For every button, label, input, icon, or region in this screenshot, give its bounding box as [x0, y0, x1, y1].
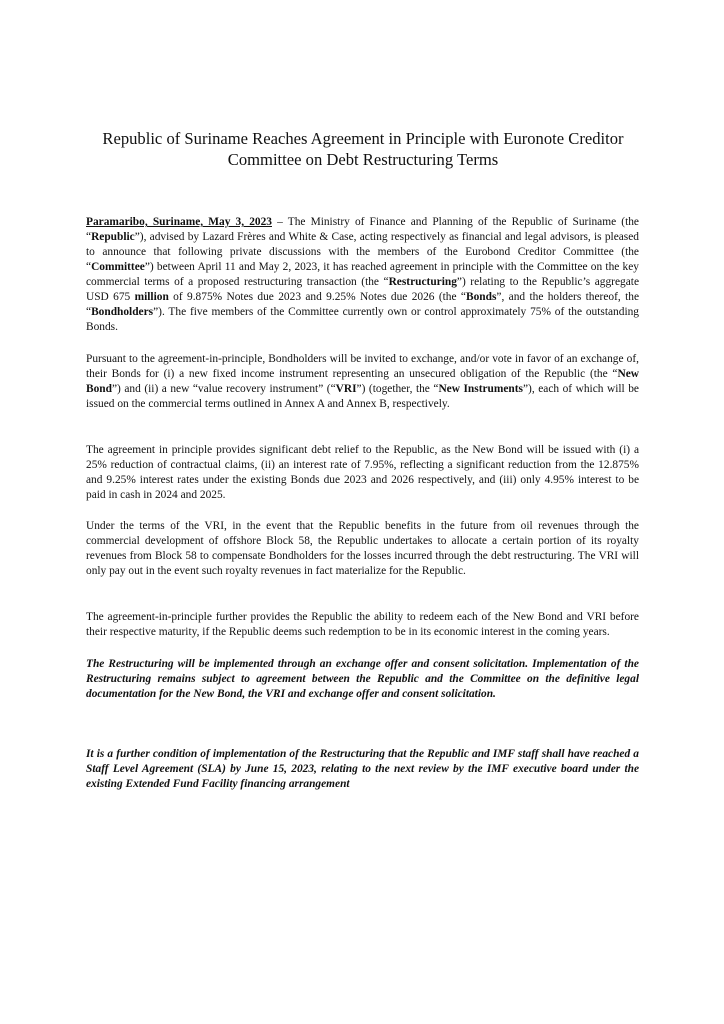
paragraph-imf-condition: It is a further condition of implementation of the Restructuring that the Republic and IMF staff shall have reached a Staff Level Agreement (SLA) by June 15, 2023, relating to the next review by the IMF executive board under the existing Extended Fund Facility financing arrangement — [86, 748, 639, 791]
defined-term-republic: Republic — [91, 231, 135, 244]
document-title: Republic of Suriname Reaches Agreement in Principle with Euronote Creditor Committee on Debt Restructuring Terms — [102, 129, 624, 169]
text-run: ”), advised by Lazard Frères and White & Case, acting respectively as financial and legal advisors, is pleased to announce that following private discussions with the members of the Eurobond Creditor Committee (the “ — [86, 231, 639, 274]
text-run: – The Ministry of Finance and Planning of the Republic of Suriname (the “ — [86, 216, 639, 244]
paragraph-exchange — [86, 352, 639, 412]
text-run: ”), each of which will be issued on the commercial terms outlined in Annex A and Annex B, respectively. — [86, 383, 639, 411]
defined-term-vri: VRI — [335, 383, 357, 396]
paragraph-debt-relief: The agreement in principle provides significant debt relief to the Republic, as the New Bond will be issued with (i) a 25% reduction of contractual claims, (ii) an interest rate of 7.95%, reflecting a significant reduction from the 12.875% and 9.25% interest rates under the existing Bonds due 2023 and 2026 respectively, and (iii) only 4.95% interest to be paid in cash in 2024 and 2025. — [86, 444, 639, 502]
dateline: Paramaribo, Suriname, May 3, 2023 — [86, 216, 272, 228]
text-run: ”) relating to the Republic’s aggregate USD 675 — [86, 276, 639, 304]
bold-amount: million — [134, 291, 169, 304]
text-run: ”) and (ii) a new “value recovery instrument” (“ — [111, 383, 336, 396]
defined-term-bondholders: Bondholders — [91, 306, 154, 319]
text-run: ”, and the holders thereof, the “ — [86, 291, 640, 319]
paragraph-implementation: The Restructuring will be implemented through an exchange offer and consent solicitation. Implementation of the Restructuring remains subject to agreement between the Republic and the Committee on the definitive legal documentation for the New Bond, the VRI and exchange offer and consent solicitation. — [86, 658, 639, 701]
text-run: ”) between April 11 and May 2, 2023, it has reached agreement in principle with the Committee on the key commercial terms of a proposed restructuring transaction (the “ — [86, 261, 639, 289]
defined-term-new-instruments: New Instruments — [438, 383, 523, 396]
defined-term-bonds: Bonds — [465, 291, 497, 304]
text-run: of 9.875% Notes due 2023 and 9.25% Notes due 2026 (the “ — [168, 291, 466, 304]
paragraph-announcement — [86, 215, 639, 335]
text-run: ”) (together, the “ — [356, 383, 439, 396]
defined-term-restructuring: Restructuring — [388, 276, 457, 289]
defined-term-new-bond: New Bond — [86, 368, 639, 396]
text-run: ”). The five members of the Committee currently own or control approximately 75% of the outstanding Bonds. — [86, 306, 639, 334]
paragraph-redemption: The agreement-in-principle further provides the Republic the ability to redeem each of the New Bond and VRI before their respective maturity, if the Republic deems such redemption to be in its economic interest in the coming years. — [86, 611, 639, 639]
defined-term-committee: Committee — [91, 261, 145, 274]
text-run: Pursuant to the agreement-in-principle, Bondholders will be invited to exchange, and/or vote in favor of an exchange of, their Bonds for (i) a new fixed income instrument representing an unsecured obligation of the Republic (the “ — [86, 353, 639, 381]
paragraph-vri-terms: Under the terms of the VRI, in the event that the Republic benefits in the future from oil revenues through the commercial development of offshore Block 58, the Republic undertakes to allocate a certain portion of its royalty revenues from Block 58 to compensate Bondholders for the losses incurred through the debt restructuring. The VRI will only pay out in the event such royalty revenues in fact materialize for the Republic. — [86, 520, 639, 578]
